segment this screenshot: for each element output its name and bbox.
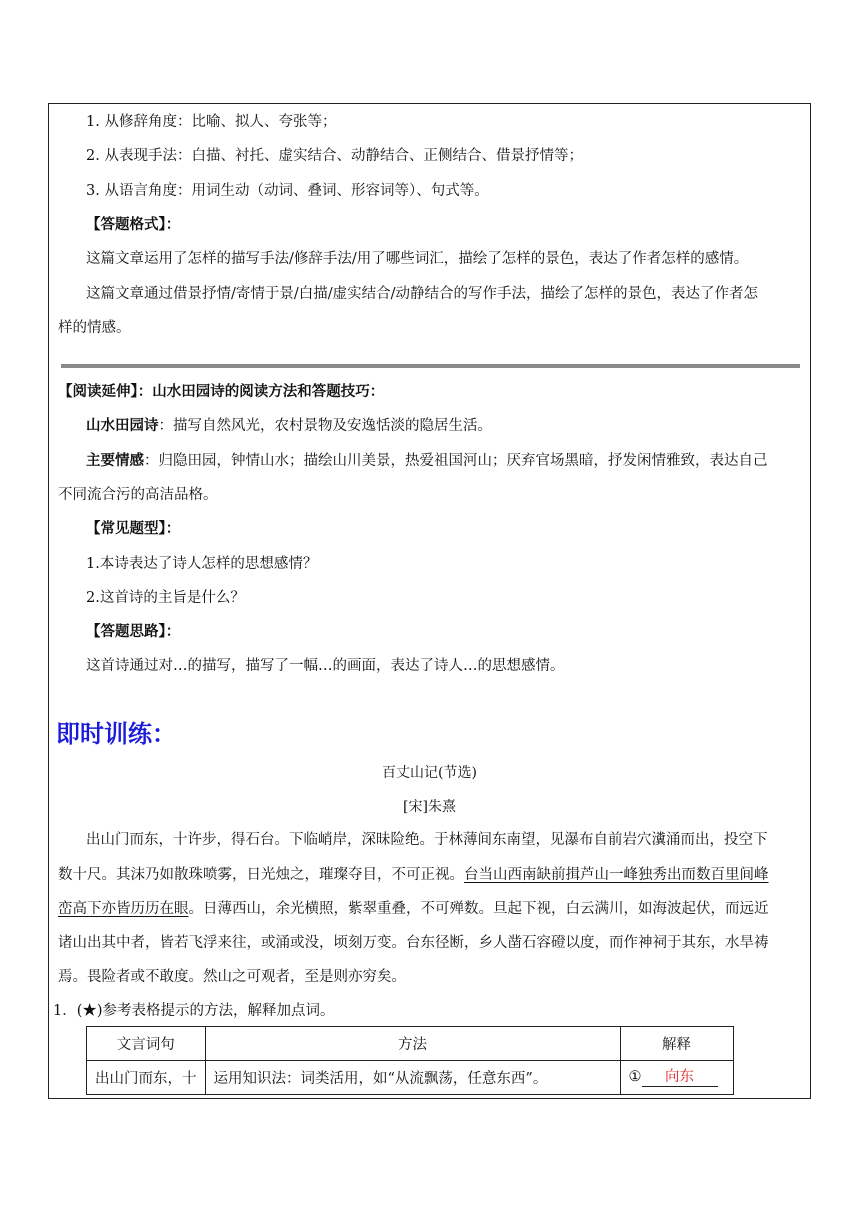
definition-line bbox=[86, 416, 492, 436]
reading-extension-title: 【阅读延伸】：山水田园诗的阅读方法和答题技巧： bbox=[58, 383, 385, 400]
passage-author: [宋]朱熹 bbox=[403, 799, 456, 815]
header-method: 方法 bbox=[205, 1027, 620, 1061]
passage-line-2 bbox=[58, 865, 769, 885]
cell-phrase: 出山门而东，十 bbox=[87, 1061, 206, 1095]
passage-line-4: 诸山出其中者，皆若飞浮来往，或涌或没，顷刻万变。台东径断，乡人凿石容磴以度，而作神祠于其东，水旱祷 bbox=[58, 935, 769, 951]
emotion-line bbox=[86, 451, 768, 471]
passage-line-1: 出山门而东，十许步，得石台。下临峭岸，深昧险绝。于林薄间东南望，见瀑布自前岩穴瀵涌而出，投空下 bbox=[86, 832, 768, 848]
answer-format-line-2: 这篇文章通过借景抒情/寄情于景/白描/虚实结合/动静结合的写作手法，描绘了怎样的景色，表达了作者怎 bbox=[86, 286, 759, 302]
section-divider bbox=[61, 364, 800, 368]
header-phrase: 文言词句 bbox=[87, 1027, 206, 1061]
passage-line-3-text: 。日薄西山，余光横照，紫翠重叠，不可殚数。旦起下视，白云满川，如海波起伏，而远近 bbox=[188, 901, 769, 917]
answer-format-line-1: 这篇文章运用了怎样的描写手法/修辞手法/用了哪些词汇，描绘了怎样的景色，表达了作者怎样的感情。 bbox=[86, 251, 749, 267]
cell-method: 运用知识法：词类活用，如“从流飘荡，任意东西”。 bbox=[205, 1061, 620, 1095]
emotion-line-cont: 不同流合污的高洁品格。 bbox=[58, 487, 218, 503]
passage-title: 百丈山记(节选) bbox=[382, 765, 477, 781]
answer-format-title: 【答题格式】： bbox=[86, 216, 181, 233]
answer-blank[interactable]: 向东 bbox=[642, 1068, 718, 1087]
underlined-sentence-cont: 峦高下亦皆历历在眼 bbox=[58, 901, 189, 917]
passage-line-5: 焉。畏险者或不敢度。然山之可观者，至是则亦穷矣。 bbox=[58, 969, 406, 985]
rhetoric-item-1: 1. 从修辞角度：比喻、拟人、夸张等； bbox=[86, 114, 337, 130]
rhetoric-item-3: 3. 从语言角度：用词生动（动词、叠词、形容词等）、句式等。 bbox=[86, 183, 489, 199]
underlined-sentence: 台当山西南缺前揖芦山一峰独秀出而数百里间峰 bbox=[464, 867, 769, 883]
header-explanation: 解释 bbox=[620, 1027, 733, 1061]
passage-line-3 bbox=[58, 899, 769, 919]
cell-answer[interactable] bbox=[620, 1061, 733, 1095]
definition-label: 山水田园诗 bbox=[86, 417, 159, 434]
question-1: 1．(★)参考表格提示的方法，解释加点词。 bbox=[53, 1003, 335, 1019]
table-header-row bbox=[87, 1027, 734, 1061]
answer-format-line-2-cont: 样的情感。 bbox=[58, 320, 131, 336]
rhetoric-item-2: 2. 从表现手法：白描、衬托、虚实结合、动静结合、正侧结合、借景抒情等； bbox=[86, 148, 583, 164]
passage-line-2-text: 数十尺。其沫乃如散珠喷雾，日光烛之，璀璨夺目，不可正视。 bbox=[58, 867, 464, 883]
strategy-title: 【答题思路】： bbox=[86, 623, 181, 640]
emotion-label: 主要情感 bbox=[86, 452, 144, 469]
definition-text: ：描写自然风光，农村景物及安逸恬淡的隐居生活。 bbox=[158, 418, 492, 434]
question-type-1: 1.本诗表达了诗人怎样的思想感情？ bbox=[86, 556, 318, 572]
question-types-title: 【常见题型】： bbox=[86, 520, 181, 537]
emotion-text: ：归隐田园，钟情山水；描绘山川美景，热爱祖国河山；厌弃官场黑暗，抒发闲情雅致，表达自己 bbox=[144, 453, 768, 469]
practice-heading: 即时训练： bbox=[56, 720, 176, 748]
strategy-text: 这首诗通过对…的描写，描写了一幅…的画面，表达了诗人…的思想感情。 bbox=[86, 658, 565, 674]
answer-number: ① bbox=[628, 1069, 642, 1085]
method-table bbox=[86, 1026, 734, 1095]
table-row bbox=[87, 1061, 734, 1095]
question-type-2: 2.这首诗的主旨是什么？ bbox=[86, 590, 245, 606]
